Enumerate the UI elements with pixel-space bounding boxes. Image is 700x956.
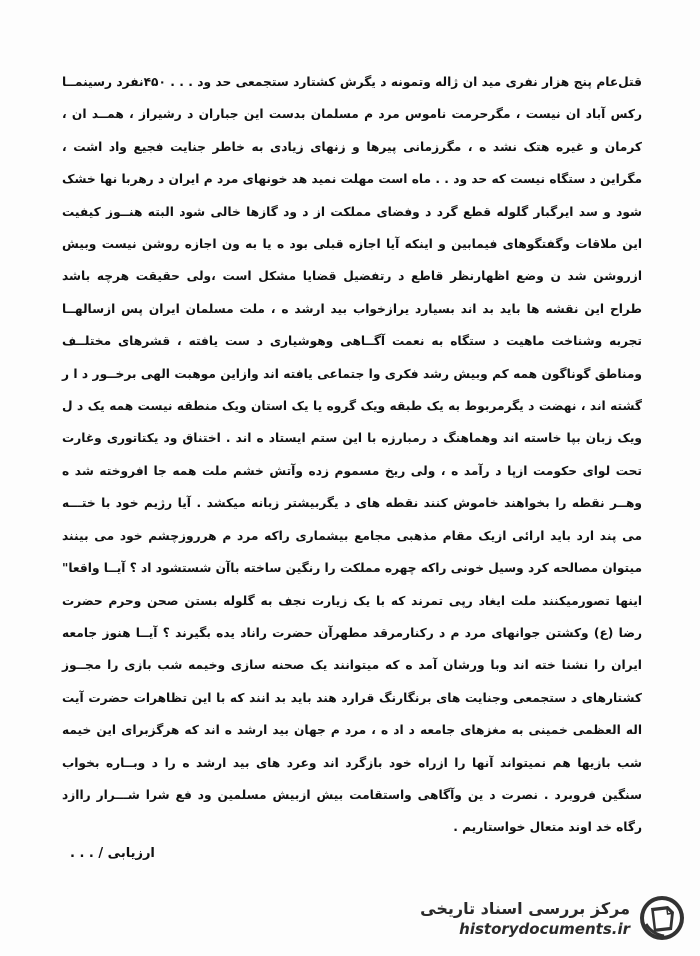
archive-document-logo-icon [638,894,686,942]
document-body-text: قتل‌عام پنج هزار نفری مید ان ژاله وتمونه د یگرش کشتارد ستجمعی حد ود . . . ۴۵۰نفرد رسینمــا رکس آباد ان نیست ، مگرحرمت ناموس مرد م مسلمان بدست این جباران د رشیراز ، همــد ان ، کرمان و غیره هتک نشد ه ، مگرزمانی پیرها و زنهای زیادی به خاطر جنایت فجیع واد اشت ، مگراین د ستگاه نیست که حد ود . . ماه است مهلت نمید هد خونهای مرد م ایران د رهربا نها خشک شود و سد ایرگبار گلوله قطع گرد د وفضای مملکت از د ود گازها خالی شود البته هنــوز کیفیت این ملاقات وگفتگوهای فیمابین و اینکه آیا اجازه قبلی بود ه یا به ون اجازه روشن نیست وبیش ازروشن شد ن وضع اظهارنظر قاطع د رتفضیل قضایا مشکل است ،ولی حقیقت هرچه باشد طراح این نقشه ها باید بد اند بسیارد یرازخواب بید ارشد ه ، ملت مسلمان ایران پس ازسالهــا تجربه وشناخت ماهیت د ستگاه به نعمت آگــاهی وهوشیاری د ست یافته ، قشرهای مختلــف ومناطق گوناگون همه کم وبیش رشد فکری وا جتماعی یافته اند وازاین موهبت الهی برخــور د ا ر گشته اند ، نهضت د یگرمربوط به یک طبقه ویک گروه یا یک استان ویک منطقه نیست همه یک د ل ویک زبان بپا خاسته اند وهماهنگ د رمبارزه با این ستم ایستاد ه اند . اختناق ود یکتاتوری وغارت تحت لوای حکومت ازپا د رآمد ه ، ولی ریخ مسموم زده وآتش خشم ملت همه جا افروخته شد ه وهــر نقطه را بخواهند خاموش کنند نقطه های د یگربیشتر زبانه میکشد . آیا رژیم خود با ختـــه می پند ارد باید ارائی ازیک مقام مذهبی مجامع بیشماری راکه مرد م هرروزچشم خود می بینند میتوان مصالحه کرد وسیل خونی راکه چهره مملکت را رنگین ساخته باآن شستشود اد ؟ آیــا واقعا" اینها تصورمیکنند ملت ایغاد رپی تمرند که با یک زیارت نجف به گلوله بستن صحن وحرم حضرت رضا (ع) وکشتن جوانهای مرد م د رکنارمرقد مطهرآن حضرت راناد یده بگیرند ؟ آیــا هنوز جامعه ایران را نشنا خته اند وبا ورشان آمد ه که میتوانند یک صحنه سازی وخیمه شب بازی را مجــوز کشتارهای د ستجمعی وجنایت های برنگارنگ قرارد هند باید بد انند که با این تظاهرات حضرت آیت اله العظمی خمینی به مغزهای جامعه د اد ه ، مرد م جهان بید ارشد ه اند که هرگزبرای این خیمه شب بازیها هم نمیتواند آنها را ازراه خود بازگرد اند وعرد های بید ارشد ه را د وبــاره بخواب سنگین فروبرد . نصرت د ین وآگاهی واستقامت بیش ازبیش مسلمین ود فع شرا شـــرار راازد رگاه خد اوند متعال خواستاریم . [62,75,642,835]
watermark-text-group [420,899,630,938]
document-signature: ارزیابی / . . . [70,846,155,861]
watermark-title: مرکز بررسی اسناد تاریخی [420,898,630,918]
watermark [420,892,686,944]
watermark-url: historydocuments.ir [459,919,630,938]
